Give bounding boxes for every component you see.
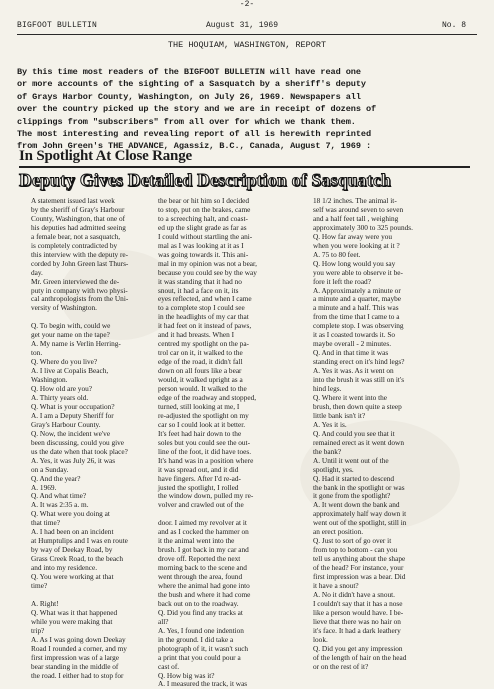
intro-line: The most interesting and revealing report of all is herewith reprinted [17, 129, 371, 140]
article-line: little bank isn't it? [313, 410, 366, 420]
article-line: Q. You were working at that [31, 572, 114, 582]
article-line: soles but you could see the out- [158, 437, 251, 447]
article-line: door. I aimed my revolver at it [158, 518, 247, 528]
article-line: eyes reflected, and when I came [158, 294, 252, 304]
section-banner: In Spotlight At Close Range [19, 148, 192, 164]
article-line: a minute and a quarter, maybe [313, 294, 402, 304]
article-line: Q. Now, the incident we've [31, 428, 111, 438]
article-line: us the date when that took place? [31, 446, 128, 456]
article-line: to stop, put on the brakes, came [158, 204, 251, 214]
intro-line: clippings from "subscribers" from all over for which we thank them. [17, 116, 356, 127]
article-line: to a screeching halt, and coast- [158, 213, 248, 223]
article-line: down on all fours like a bear [158, 366, 242, 376]
article-line: corded by John Green last Thurs- [31, 258, 129, 268]
article-line: Q. Had it started to descend [313, 473, 395, 483]
article-line: A. Yes, it was July 26, it was [31, 455, 116, 465]
article-line: from top to bottom - can you [313, 545, 398, 555]
article-line: maybe overall - 2 minutes. [313, 339, 392, 349]
article-line: lieve that there was no hair on [313, 616, 401, 626]
article-line: of the length of hair on the head [313, 652, 407, 662]
article-line: the window down, pulled my re- [158, 491, 254, 501]
article-line: was going towards it. This ani- [158, 249, 249, 259]
article-line: Q. Where it went into the [313, 392, 388, 402]
article-line: Gray's Harbour County. [31, 419, 101, 429]
article-column-2 [158, 197, 288, 689]
article-line: self was around seven to seven [313, 204, 404, 214]
article-line: A. I live at Copalis Beach, [31, 366, 109, 376]
article-line: and into my residence. [31, 563, 98, 573]
article-line: in the headlights of my car that [158, 312, 249, 322]
article-line: first impression was a bear. Did [313, 572, 406, 582]
article-line: it as I coasted towards it. So [313, 330, 396, 340]
article-line: have fingers. After I'd re-ad- [158, 473, 241, 483]
article-line: fore it left the road? [313, 276, 371, 286]
article-line: it was standing that it had no [158, 276, 242, 286]
article-line: edge of the roadway and stopped, [158, 392, 257, 402]
article-line: morning back to the scene and [158, 563, 247, 573]
article-line: the road. I either had to stop for [31, 670, 124, 680]
article-line: brush. I got back in my car and [158, 545, 249, 555]
article-line: or on the rest of it? [313, 661, 369, 671]
article-line: A. Right! [31, 598, 59, 608]
article-line: A. Until it went out of the [313, 455, 389, 465]
article-line: Q. And what time? [31, 491, 87, 501]
article-line: of the head? For instance, your [313, 563, 404, 573]
issue-date: August 31, 1969 [206, 21, 279, 30]
article-line: turned, still looking at me, I [158, 401, 240, 411]
article-line: brush, then down quite a steep [313, 401, 402, 411]
article-line: It's hand was in a position where [158, 455, 254, 465]
article-line: A. As I was going down Deekay [31, 634, 126, 644]
article-line: edge of the road, it didn't fall [158, 357, 243, 367]
banner-rule [19, 166, 470, 168]
article-line: A. My name is Verlin Herring- [31, 339, 121, 349]
article-line: A statement issued last week [31, 196, 115, 205]
article-line: hind legs. [313, 384, 342, 394]
article-line: 18 1/2 inches. The animal it- [313, 196, 397, 205]
intro-line: over the country picked up the story and we are in receipt of dozens of [17, 104, 377, 115]
article-line: it the animal went into the [158, 536, 235, 546]
header-rule [17, 34, 477, 35]
article-line: would, it walked upright as a [158, 375, 243, 385]
article-line: cast of. [158, 661, 180, 671]
article-line: that time? [31, 518, 60, 528]
article-line: went out of the spotlight, still in [313, 518, 407, 528]
article-line: A. I am a Deputy Sheriff for [31, 410, 114, 420]
article-line: the bank? [313, 446, 342, 456]
article-line: Q. Did you get any impression [313, 643, 403, 653]
article-line: re-adjusted the spotlight on my [158, 410, 249, 420]
publication-name: BIGFOOT BULLETIN [17, 21, 98, 30]
article-line: Q. What is your occupation? [31, 401, 115, 411]
intro-line: from John Green's THE ADVANCE, Agassiz, B.C., Canada, August 7, 1969 : [17, 141, 371, 152]
article-headline: Deputy Gives Detailed Description of Sasquatch [19, 170, 392, 190]
article-line: Q. How far away were you [313, 231, 393, 241]
intro-line: By this time most readers of the BIGFOOT BULLETIN will have read one [17, 67, 361, 77]
article-line: car so I could look at it better. [158, 419, 246, 429]
article-line: is completely contradicted by [31, 240, 118, 250]
article-line: you were able to observe it be- [313, 267, 403, 277]
article-line: A. Yes it was. As it went on [313, 366, 394, 376]
article-line: bear standing in the middle of [31, 661, 119, 671]
article-line: all? [158, 616, 169, 626]
article-line: justed the spotlight, I rolled [158, 482, 239, 492]
article-line: like a person would have. I be- [313, 607, 404, 617]
article-line: Q. And could you see that it [313, 428, 395, 438]
article-line: Q. And in that time it was [313, 348, 389, 358]
article-line: Q. What were you doing at [31, 509, 110, 519]
article-line: a print that you could pour a [158, 652, 241, 662]
article-line: a female bear, not a sasquatch, [31, 231, 121, 241]
article-line: from the time that I came to a [313, 312, 400, 322]
article-line: Q. To begin with, could we [31, 321, 111, 331]
article-line: Q. Just to sort of go over it [313, 536, 392, 546]
article-line: get your name on the tape? [31, 330, 110, 340]
article-line: to a complete stop I could see [158, 303, 245, 313]
article-line: and it had breasts. When I [158, 330, 235, 340]
article-line: mal in my opinion was not a bear, [158, 258, 258, 268]
article-line: because you could see by the way [158, 267, 257, 277]
article-column-1 [31, 197, 144, 680]
article-line: day. [31, 267, 43, 277]
article-line: when you were looking at it ? [313, 240, 400, 250]
issue-number: No. 8 [442, 21, 467, 30]
article-line: time? [31, 580, 48, 590]
article-line: on a Sunday. [31, 464, 69, 474]
intro-line: or more accounts of the sighting of a Sasquatch by a sheriff's deputy [17, 79, 366, 90]
article-line: the bear or hit him so I decided [158, 196, 249, 205]
article-line: look. [313, 634, 328, 644]
article-line: A. It went down the bank and [313, 500, 400, 510]
article-line: A. Yes, I found one indention [158, 625, 244, 635]
article-line: Washington. [31, 375, 68, 385]
intro-paragraph [17, 66, 487, 153]
article-line: A. Yes it is. [313, 419, 347, 429]
article-line: A. Thirty years old. [31, 392, 89, 402]
article-line: an erect position. [313, 527, 364, 537]
article-line: line of the foot, it did have toes. [158, 446, 252, 456]
article-line: A. I measured the track, it was [158, 679, 248, 689]
article-line: first impression was of a large [31, 652, 120, 662]
article-line: Q. Where do you live? [31, 357, 98, 367]
article-line: photograph of it, it wasn't such [158, 643, 249, 653]
article-line: Mr. Green interviewed the de- [31, 276, 120, 286]
article-line: Grass Creek Road, to the beach [31, 554, 123, 564]
article-line: Q. And the year? [31, 473, 81, 483]
article-column-3 [313, 197, 443, 672]
article-line: A. No it didn't have a snout. [313, 589, 395, 599]
article-line: Q. How big was it? [158, 670, 215, 680]
article-line: the bush and where it had come [158, 589, 251, 599]
article-line: ed up the slight grade as far as [158, 222, 247, 232]
article-line: centred my spotlight on the pa- [158, 339, 249, 349]
article-line: County, Washington, that one of [31, 213, 126, 223]
article-line: I could without startling the ani- [158, 231, 253, 241]
article-line: by the sheriff of Gray's Harbour [31, 204, 125, 214]
article-line: by way of Deekay Road, by [31, 545, 113, 555]
article-line: volver and crawled out of the [158, 500, 244, 510]
article-line: Road I rounded a corner, and my [31, 643, 127, 653]
article-line: it had feet on it instead of paws, [158, 321, 252, 331]
article-line: mal as I was looking at it as I [158, 240, 244, 250]
article-line: Q. How long would you say [313, 258, 396, 268]
article-line: into the brush it was still on it's [313, 375, 405, 385]
page-number: -2- [239, 0, 255, 9]
report-title: THE HOQUIAM, WASHINGTON, REPORT [167, 40, 327, 50]
article-line: in the ground. I did take a [158, 634, 234, 644]
article-line: standing erect on it's hind legs? [313, 357, 405, 367]
article-line: a minute and a half. This was [313, 303, 399, 313]
article-line: while you were making that [31, 616, 113, 626]
article-line: cal anthropologists from the Uni- [31, 294, 129, 304]
intro-line: of Grays Harbor County, Washington, on July 26, 1969. Newspapers all [17, 91, 361, 102]
article-line: complete stop. I was observing [313, 321, 404, 331]
article-line: it was spread out, and it did [158, 464, 239, 474]
article-line: trol car on it, it walked to the [158, 348, 243, 358]
article-line: at Humptulips and I was en route [31, 536, 128, 546]
article-line: Q. What was it that happened [31, 607, 118, 617]
article-line: A. 75 to 80 feet. [313, 249, 361, 259]
article-line: been discussing, could you give [31, 437, 125, 447]
article-line: it's face. It had a dark leathery [313, 625, 401, 635]
article-line: and a half feet tall , weighing [313, 213, 399, 223]
article-line: snout, it had a face on it, its [158, 285, 239, 295]
article-line: ton. [31, 348, 43, 358]
article-line: the bank in the spotlight or was [313, 482, 405, 492]
article-line: this interview with the deputy re- [31, 249, 129, 259]
article-line: spotlight, yes. [313, 464, 354, 474]
article-line: A. 1969. [31, 482, 57, 492]
article-line: I couldn't say that it has a nose [313, 598, 403, 608]
article-line: went through the area, found [158, 572, 243, 582]
article-line: where the animal had gone into [158, 580, 250, 590]
article-line: remained erect as it went down [313, 437, 404, 447]
article-line: tell us anything about the shape [313, 554, 406, 564]
article-line: versity of Washington. [31, 303, 97, 313]
article-line: It's feet had hair down to the [158, 428, 242, 438]
article-line: trip? [31, 625, 45, 635]
article-line: his deputies had admitted seeing [31, 222, 126, 232]
article-line: approximately half way down it [313, 509, 407, 519]
article-line: A. Approximately a minute or [313, 285, 401, 295]
article-line: it have a snout? [313, 580, 359, 590]
article-line: back out on to the roadway. [158, 598, 239, 608]
article-line: it gone from the spotlight? [313, 491, 391, 501]
article-line: A. I had been on an incident [31, 527, 114, 537]
article-line: and as I cocked the hammer on [158, 527, 249, 537]
article-line: approximately 300 to 325 pounds. [313, 222, 413, 232]
article-line: puty in company with two physi- [31, 285, 128, 295]
article-line: A. It was 2:35 a. m. [31, 500, 89, 510]
article-line: Q. How old are you? [31, 384, 92, 394]
article-line: drove off. Reported the next [158, 554, 241, 564]
article-line: Q. Did you find any tracks at [158, 607, 243, 617]
article-line: person would. It walked to the [158, 384, 247, 394]
